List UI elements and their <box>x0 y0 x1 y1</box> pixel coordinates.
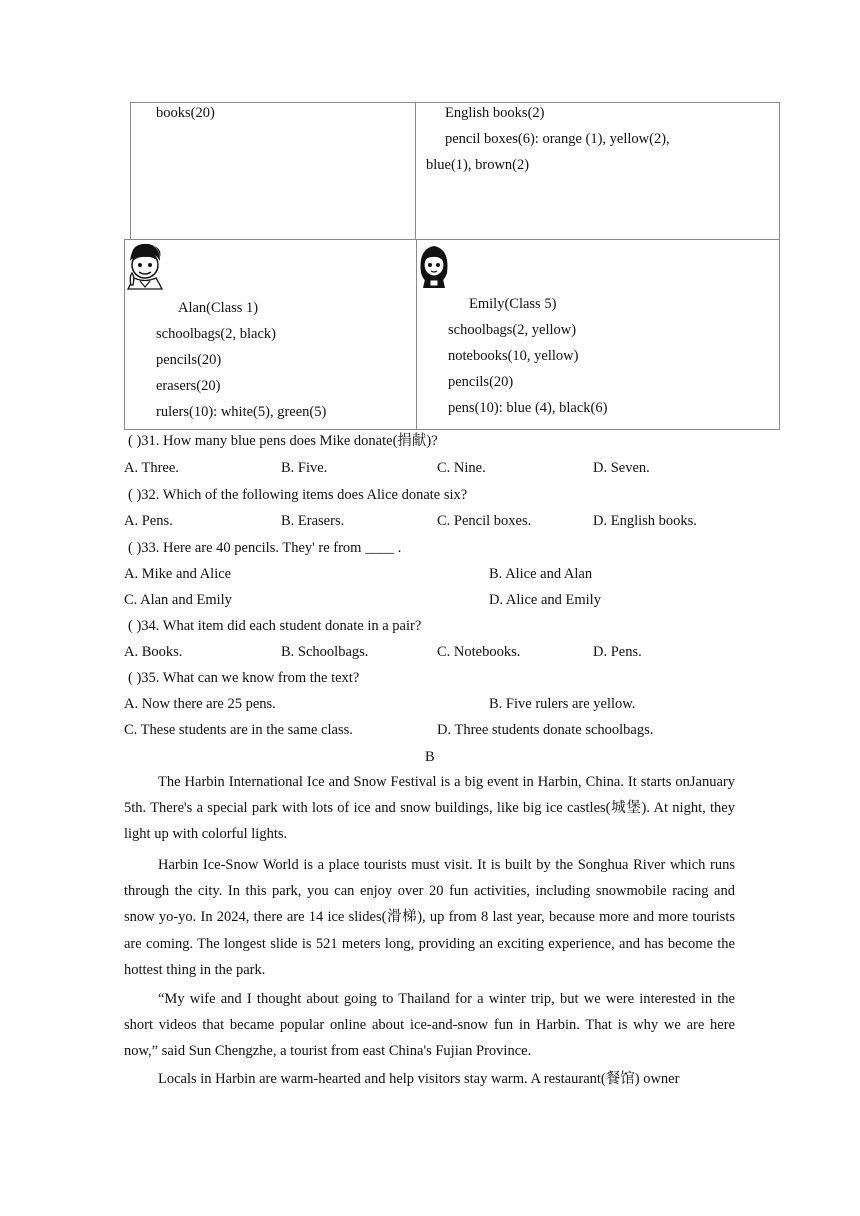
cell-text: blue(1), brown(2) <box>426 157 530 173</box>
option: D. Pens. <box>593 644 642 660</box>
passage-paragraph: Locals in Harbin are warm-hearted and help visitors stay warm. A restaurant(餐馆) owner <box>158 1071 680 1087</box>
passage-paragraph: The Harbin International Ice and Snow Festival is a big event in Harbin, China. It starts onJanuary 5th. There's a special park with lots of ice and snow buildings, like big ice castles(城堡). At night, they light up with colorful lights. <box>124 774 735 843</box>
option: B. Five rulers are yellow. <box>489 696 636 712</box>
cell-text: books(20) <box>156 105 215 121</box>
option: C. Pencil boxes. <box>437 513 532 529</box>
option: C. Alan and Emily <box>124 592 232 608</box>
cell-text: English books(2) <box>445 105 545 121</box>
option: B. Five. <box>281 460 328 476</box>
cell-text: pens(10): blue (4), black(6) <box>448 400 608 416</box>
option: A. Three. <box>124 460 179 476</box>
cell-text: erasers(20) <box>156 378 221 394</box>
student-name-alan: Alan(Class 1) <box>178 300 259 316</box>
question-stem-34: ( )34. What item did each student donate in a pair? <box>128 618 422 634</box>
cell-text: pencils(20) <box>448 374 514 390</box>
girl-cartoon-avatar-icon <box>418 243 450 289</box>
cell-text: notebooks(10, yellow) <box>448 348 579 364</box>
option: B. Schoolbags. <box>281 644 369 660</box>
option: B. Erasers. <box>281 513 345 529</box>
question-stem-32: ( )32. Which of the following items does Alice donate six? <box>128 487 468 503</box>
passage-paragraph: “My wife and I thought about going to Thailand for a winter trip, but we were interested in the short videos that became popular online about ice-and-snow fun in Harbin. That is why we are here now,” said Sun Chengzhe, a tourist from east China's Fujian Province. <box>124 991 735 1060</box>
option: D. Seven. <box>593 460 650 476</box>
cell-text: rulers(10): white(5), green(5) <box>156 404 327 420</box>
cell-text: pencil boxes(6): orange (1), yellow(2), <box>445 131 670 147</box>
option: A. Now there are 25 pens. <box>124 696 276 712</box>
option: A. Pens. <box>124 513 173 529</box>
question-stem-31: ( )31. How many blue pens does Mike donate(捐献)? <box>128 433 438 449</box>
question-stem-35: ( )35. What can we know from the text? <box>128 670 360 686</box>
question-stem-33: ( )33. Here are 40 pencils. They' re from ____ . <box>128 540 402 556</box>
option: C. These students are in the same class. <box>124 722 353 738</box>
passage-paragraph: Harbin Ice-Snow World is a place tourists must visit. It is built by the Songhua River which runs through the city. In this park, you can enjoy over 20 fun activities, including snowmobile racing and snow yo-yo. In 2024, there are 14 ice slides(滑梯), up from 8 last year, because more and more tourists are coming. The longest slide is 521 meters long, providing an exciting experience, and has become the hottest thing in the park. <box>124 857 735 978</box>
option: B. Alice and Alan <box>489 566 593 582</box>
option: D. Alice and Emily <box>489 592 601 608</box>
section-label: B <box>425 749 435 765</box>
cell-text: schoolbags(2, black) <box>156 326 276 342</box>
option: A. Books. <box>124 644 183 660</box>
option: A. Mike and Alice <box>124 566 232 582</box>
student-name-emily: Emily(Class 5) <box>469 296 557 312</box>
table-cell-row1-left <box>130 102 416 240</box>
option: C. Notebooks. <box>437 644 521 660</box>
cell-text: pencils(20) <box>156 352 222 368</box>
option: C. Nine. <box>437 460 486 476</box>
option: D. English books. <box>593 513 697 529</box>
option: D. Three students donate schoolbags. <box>437 722 654 738</box>
cell-text: schoolbags(2, yellow) <box>448 322 577 338</box>
boy-cartoon-avatar-icon <box>126 241 166 291</box>
